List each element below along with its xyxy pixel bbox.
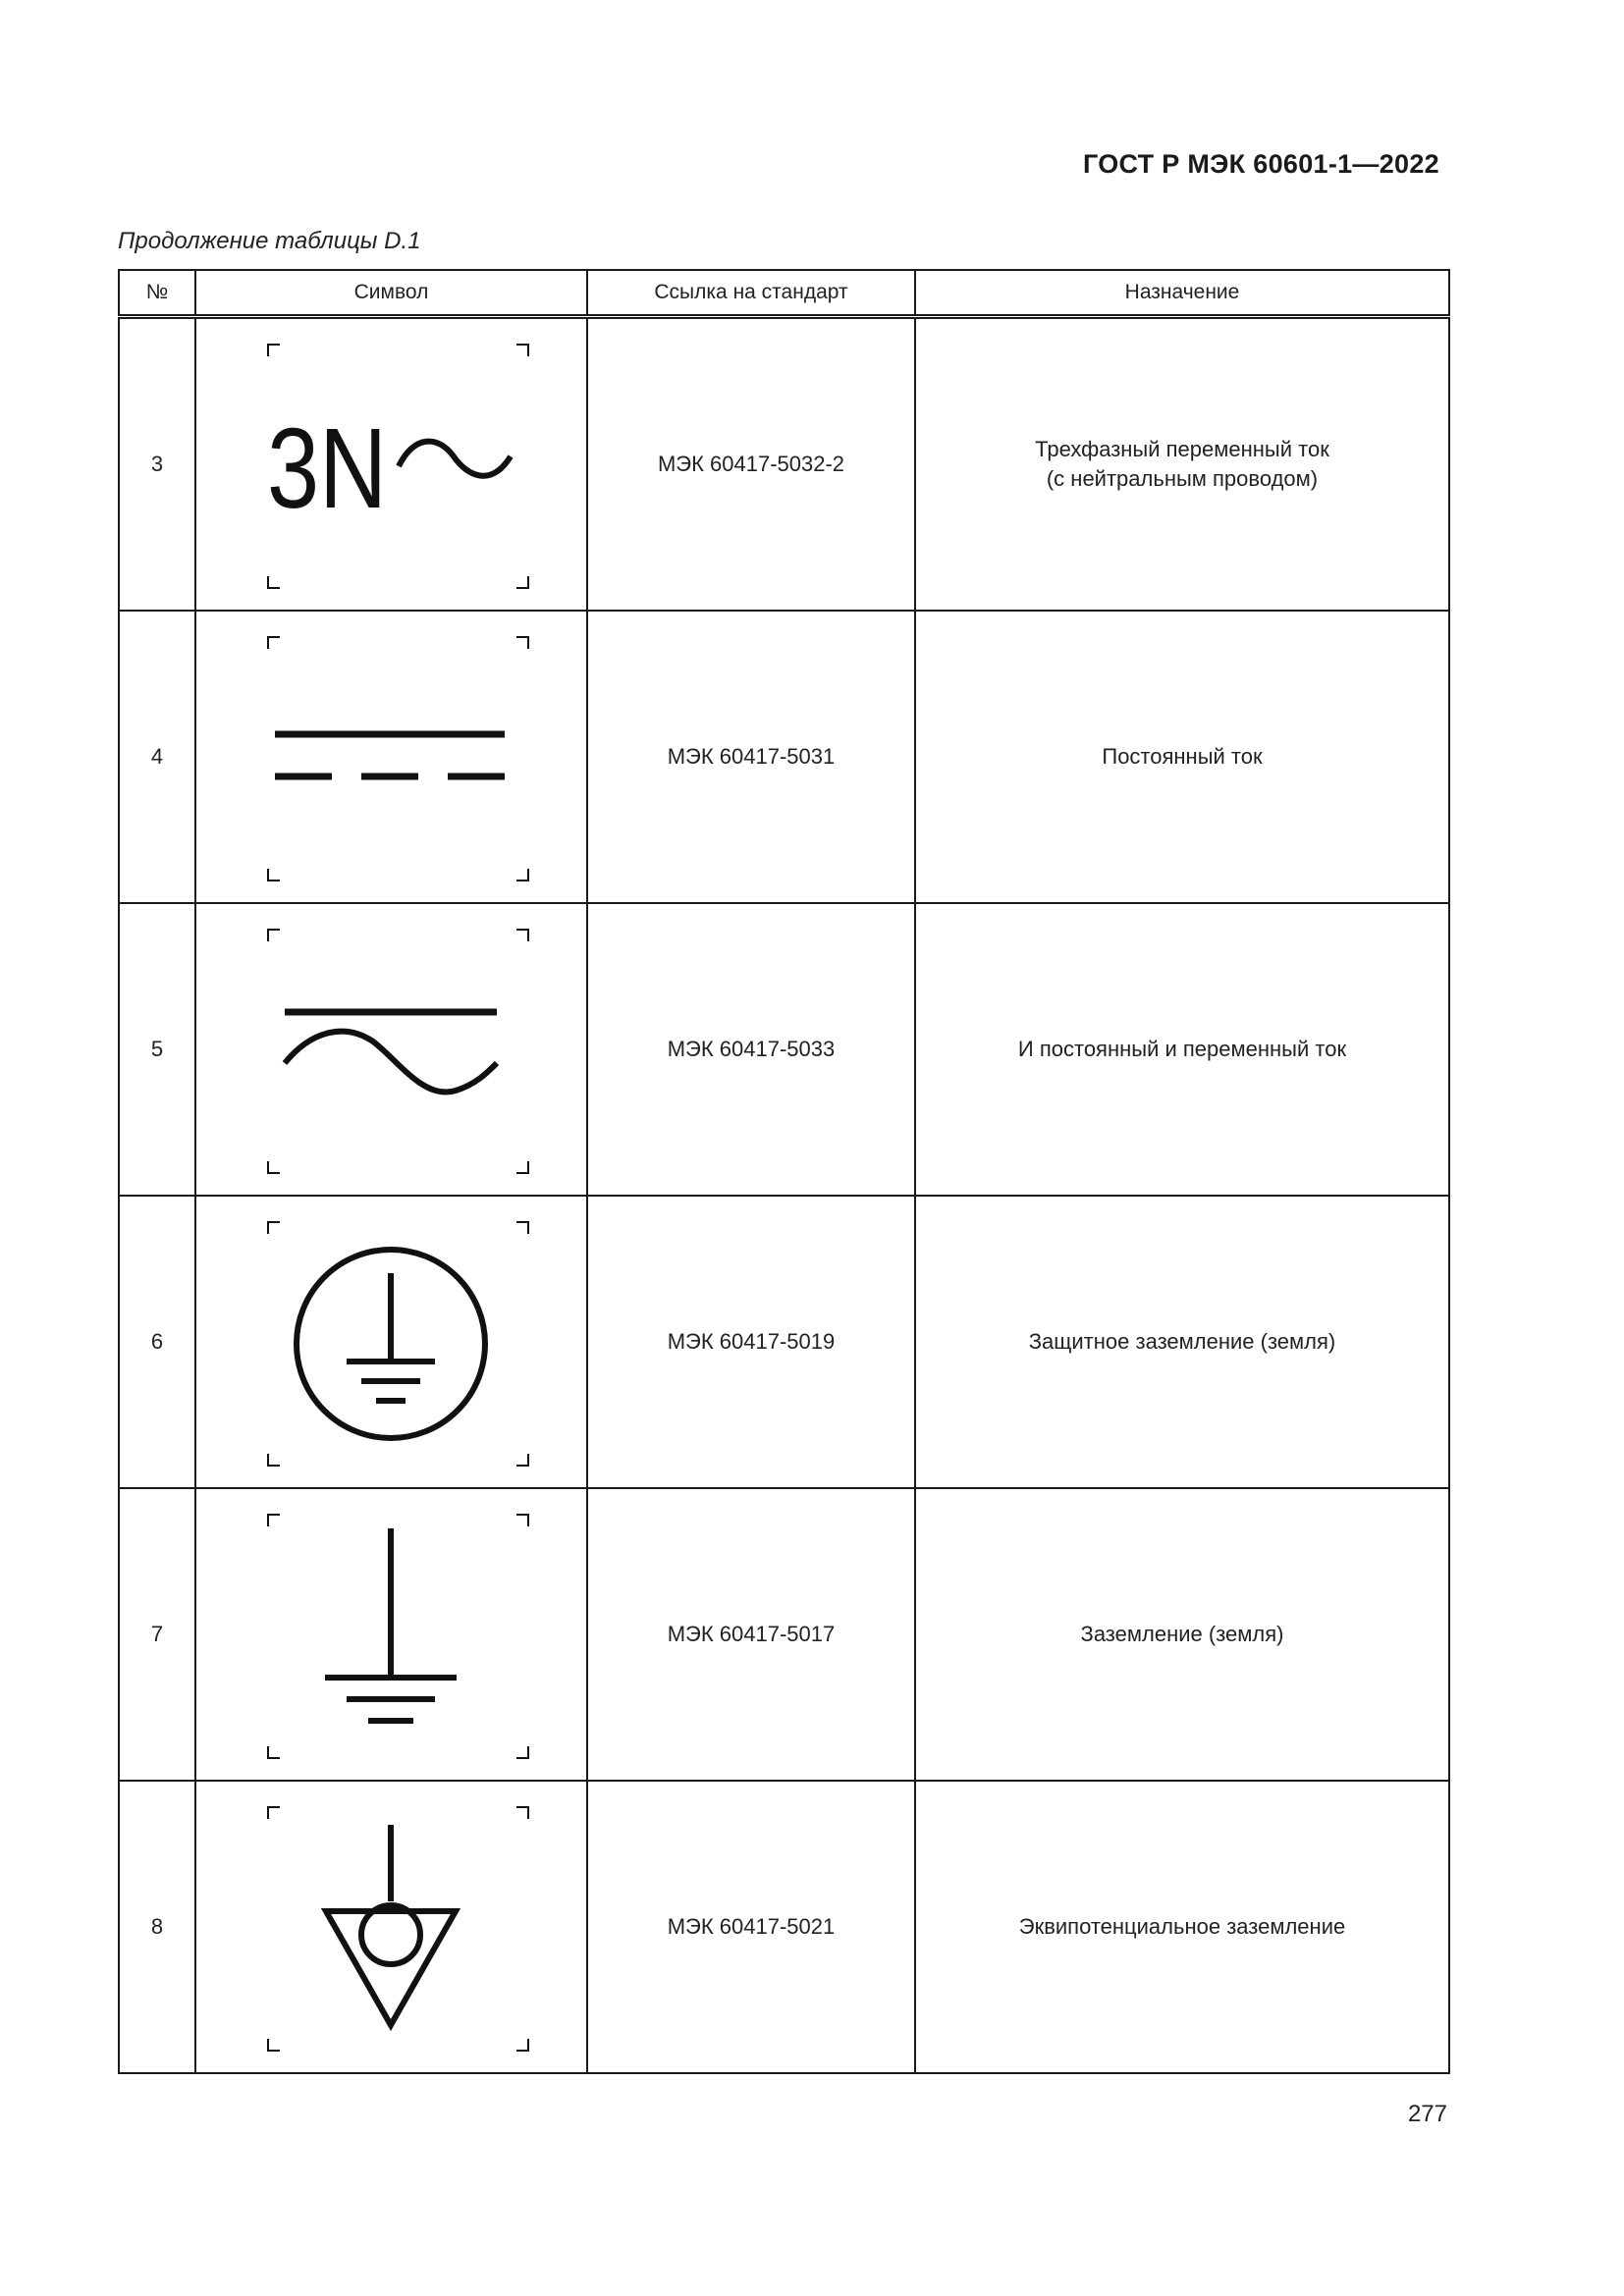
table-row	[119, 1488, 1449, 1781]
three-phase-ac-neutral-icon	[196, 319, 588, 610]
row-number: 8	[119, 1781, 195, 2073]
purpose-cell	[915, 1781, 1449, 2073]
triangle	[326, 1911, 456, 2025]
ac-wave	[285, 1032, 497, 1093]
purpose-cell	[915, 1488, 1449, 1781]
table-caption: Продолжение таблицы D.1	[118, 228, 421, 254]
crop-marks	[268, 637, 528, 881]
symbol-cell	[195, 611, 587, 903]
standard-reference: МЭК 60417-5019	[587, 1196, 915, 1488]
protective-earth-icon	[196, 1197, 588, 1487]
symbols-table	[118, 269, 1450, 2074]
earth-ground-icon	[196, 1489, 588, 1780]
standard-reference: МЭК 60417-5017	[587, 1488, 915, 1781]
purpose-cell	[915, 317, 1449, 612]
table-row	[119, 317, 1449, 612]
table-row	[119, 611, 1449, 903]
column-header-purpose: Назначение	[915, 270, 1449, 317]
purpose-line: Эквипотенциальное заземление	[1018, 1914, 1346, 1940]
symbol-cell	[195, 317, 587, 612]
symbol-cell	[195, 903, 587, 1196]
standard-reference: МЭК 60417-5032-2	[587, 317, 915, 612]
ac-wave	[399, 442, 511, 476]
purpose-cell	[915, 611, 1449, 903]
standard-reference: МЭК 60417-5021	[587, 1781, 915, 2073]
table-row	[119, 1781, 1449, 2073]
direct-current-icon	[196, 612, 588, 902]
row-number: 3	[119, 317, 195, 612]
purpose-line: И постоянный и переменный ток	[1017, 1037, 1347, 1062]
table-row	[119, 1196, 1449, 1488]
crop-marks	[268, 930, 528, 1173]
standard-reference: МЭК 60417-5033	[587, 903, 915, 1196]
row-number: 6	[119, 1196, 195, 1488]
standard-reference: МЭК 60417-5031	[587, 611, 915, 903]
symbol-cell	[195, 1196, 587, 1488]
purpose-line: Защитное заземление (земля)	[1028, 1329, 1336, 1355]
document-id: ГОСТ Р МЭК 60601-1—2022	[1082, 149, 1439, 179]
row-number: 4	[119, 611, 195, 903]
column-header-reference: Ссылка на стандарт	[587, 270, 915, 317]
purpose-line: (с нейтральным проводом)	[1046, 466, 1319, 491]
purpose-line: Заземление (земля)	[1080, 1622, 1284, 1647]
row-number: 7	[119, 1488, 195, 1781]
crop-marks	[268, 1222, 528, 1466]
purpose-line: Трехфазный переменный ток	[1035, 437, 1329, 462]
symbol-cell	[195, 1781, 587, 2073]
symbol-text-3n: 3N	[267, 404, 387, 532]
page-number: 277	[1407, 2101, 1447, 2127]
equipotentiality-icon	[196, 1782, 588, 2072]
purpose-cell	[915, 1196, 1449, 1488]
row-number: 5	[119, 903, 195, 1196]
column-header-symbol: Символ	[195, 270, 587, 317]
ac-dc-current-icon	[196, 904, 588, 1195]
purpose-line: Постоянный ток	[1102, 744, 1263, 770]
purpose-cell	[915, 903, 1449, 1196]
table-header-row	[119, 270, 1449, 317]
table-row	[119, 903, 1449, 1196]
symbol-cell	[195, 1488, 587, 1781]
column-header-number: №	[119, 270, 195, 317]
